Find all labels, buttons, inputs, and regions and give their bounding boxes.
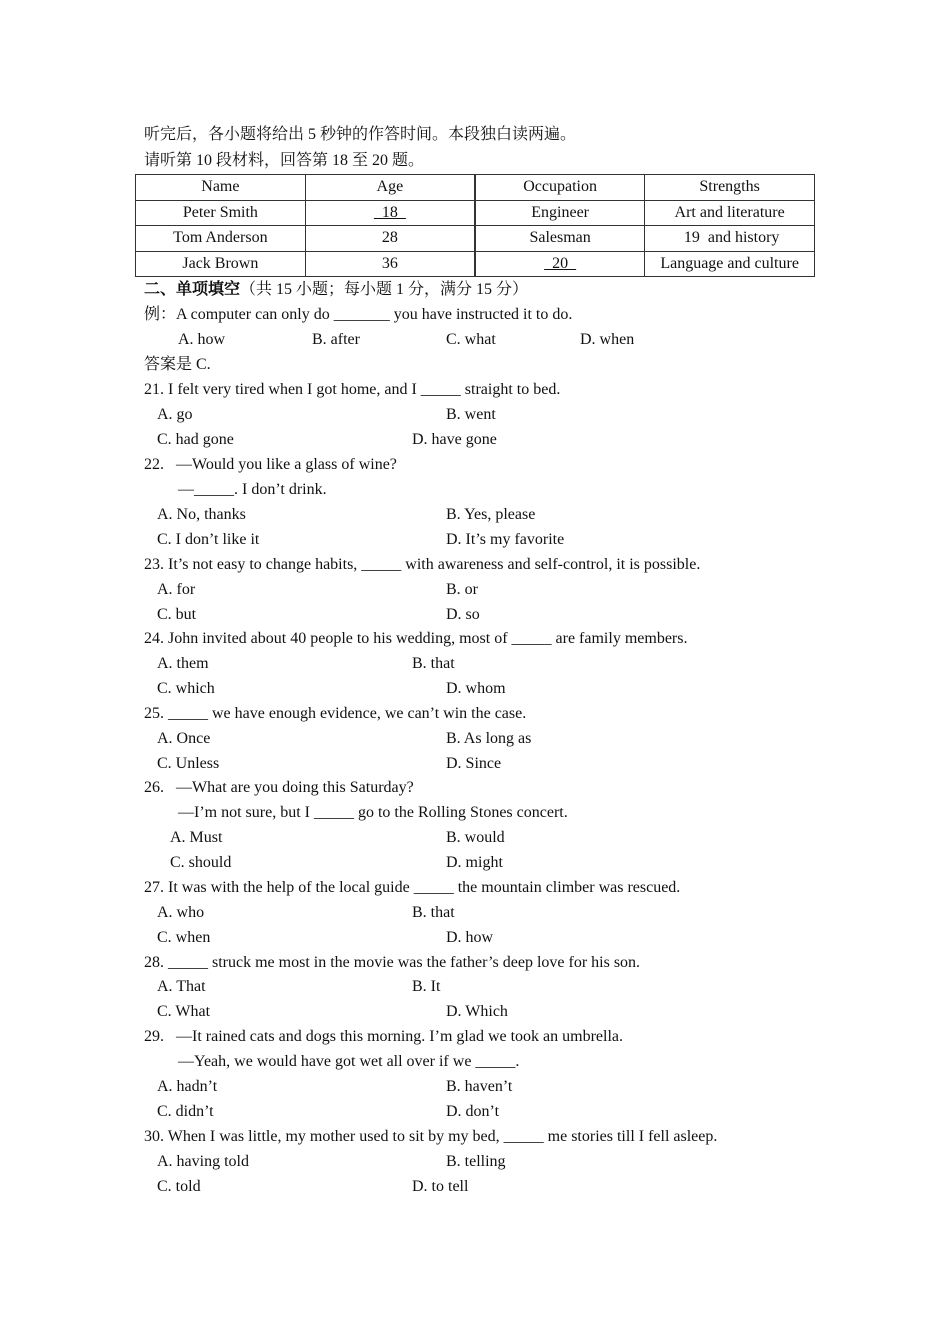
question-stem: 22. —Would you like a glass of wine? xyxy=(144,456,397,473)
example-option-a: A. how xyxy=(178,331,226,348)
option-c: C. What xyxy=(157,1003,211,1020)
table-header: Name xyxy=(136,175,306,201)
option-b: B. that xyxy=(412,655,455,672)
table-row xyxy=(136,200,815,226)
option-c: C. I don’t like it xyxy=(157,531,260,548)
blank-20: 20 xyxy=(475,251,645,277)
question-stem: 23. It’s not easy to change habits, _____ with awareness and self-control, it is possible. xyxy=(144,556,701,573)
option-c: C. didn’t xyxy=(157,1103,214,1120)
option-b: B. went xyxy=(446,406,496,423)
option-b: B. telling xyxy=(446,1153,506,1170)
option-b: B. would xyxy=(446,829,505,846)
table-row xyxy=(136,226,815,252)
option-d: D. whom xyxy=(446,680,506,697)
option-a: A. Must xyxy=(170,829,223,846)
question-stem-reply: —I’m not sure, but I _____ go to the Rolling Stones concert. xyxy=(178,804,568,821)
option-c: C. had gone xyxy=(157,431,234,448)
example-stem: 例：A computer can only do _______ you have instructed it to do. xyxy=(144,306,573,323)
option-c: C. when xyxy=(157,929,211,946)
question-stem-reply: —_____. I don’t drink. xyxy=(178,481,327,498)
table-cell: Jack Brown xyxy=(136,251,306,277)
option-d: D. have gone xyxy=(412,431,497,448)
table-cell: 36 xyxy=(305,251,475,277)
table-row xyxy=(136,251,815,277)
option-a: A. hadn’t xyxy=(157,1078,218,1095)
option-c: C. should xyxy=(170,854,232,871)
option-d: D. don’t xyxy=(446,1103,500,1120)
example-answer: 答案是 C. xyxy=(144,356,211,373)
blank-19-cell: 19 and history xyxy=(645,226,815,252)
listening-table xyxy=(135,174,815,277)
option-a: A. them xyxy=(157,655,209,672)
question-stem: 30. When I was little, my mother used to sit by my bed, _____ me stories till I fell asleep. xyxy=(144,1128,718,1145)
option-d: D. to tell xyxy=(412,1178,469,1195)
option-b: B. As long as xyxy=(446,730,532,747)
table-cell: Art and literature xyxy=(645,200,815,226)
option-c: C. but xyxy=(157,606,197,623)
table-header: Occupation xyxy=(475,175,645,201)
table-cell: Salesman xyxy=(475,226,645,252)
option-d: D. Which xyxy=(446,1003,508,1020)
question-stem: 29. —It rained cats and dogs this morning. I’m glad we took an umbrella. xyxy=(144,1028,624,1045)
option-a: A. for xyxy=(157,581,196,598)
option-c: C. told xyxy=(157,1178,201,1195)
example-option-b: B. after xyxy=(312,331,360,348)
table-cell: Language and culture xyxy=(645,251,815,277)
intro-line-1: 听完后，各小题将给出 5 秒钟的作答时间。本段独白读两遍。 xyxy=(144,126,577,143)
question-stem: 25. _____ we have enough evidence, we can’t win the case. xyxy=(144,705,527,722)
option-d: D. might xyxy=(446,854,503,871)
table-cell: Tom Anderson xyxy=(136,226,306,252)
option-d: D. Since xyxy=(446,755,502,772)
table-header: Strengths xyxy=(645,175,815,201)
table-cell: Engineer xyxy=(475,200,645,226)
question-stem: 27. It was with the help of the local guide _____ the mountain climber was rescued. xyxy=(144,879,681,896)
question-stem: 28. _____ struck me most in the movie was the father’s deep love for his son. xyxy=(144,954,641,971)
option-a: A. Once xyxy=(157,730,211,747)
option-a: A. who xyxy=(157,904,205,921)
option-b: B. haven’t xyxy=(446,1078,513,1095)
table-header-row xyxy=(136,175,815,201)
option-d: D. so xyxy=(446,606,480,623)
intro-line-2: 请听第 10 段材料，回答第 18 至 20 题。 xyxy=(144,152,425,169)
section-heading xyxy=(144,280,528,300)
option-b: B. that xyxy=(412,904,455,921)
option-a: A. No, thanks xyxy=(157,506,246,523)
table-cell: Peter Smith xyxy=(136,200,306,226)
question-stem: 24. John invited about 40 people to his wedding, most of _____ are family members. xyxy=(144,630,688,647)
option-c: C. which xyxy=(157,680,215,697)
option-d: D. how xyxy=(446,929,494,946)
table-cell: 28 xyxy=(305,226,475,252)
option-a: A. having told xyxy=(157,1153,249,1170)
question-stem: 26. —What are you doing this Saturday? xyxy=(144,779,414,796)
option-d: D. It’s my favorite xyxy=(446,531,565,548)
section-title: 二、单项填空 xyxy=(144,281,241,298)
question-stem-reply: —Yeah, we would have got wet all over if we _____. xyxy=(178,1053,520,1070)
option-c: C. Unless xyxy=(157,755,220,772)
blank-18: 18 xyxy=(305,200,475,226)
question-stem: 21. I felt very tired when I got home, and I _____ straight to bed. xyxy=(144,381,561,398)
option-a: A. go xyxy=(157,406,193,423)
section-note: （共 15 小题；每小题 1 分，满分 15 分） xyxy=(240,281,529,298)
example-option-d: D. when xyxy=(580,331,635,348)
example-option-c: C. what xyxy=(446,331,496,348)
option-b: B. Yes, please xyxy=(446,506,536,523)
table-header: Age xyxy=(305,175,475,201)
option-b: B. or xyxy=(446,581,478,598)
option-b: B. It xyxy=(412,978,441,995)
option-a: A. That xyxy=(157,978,206,995)
